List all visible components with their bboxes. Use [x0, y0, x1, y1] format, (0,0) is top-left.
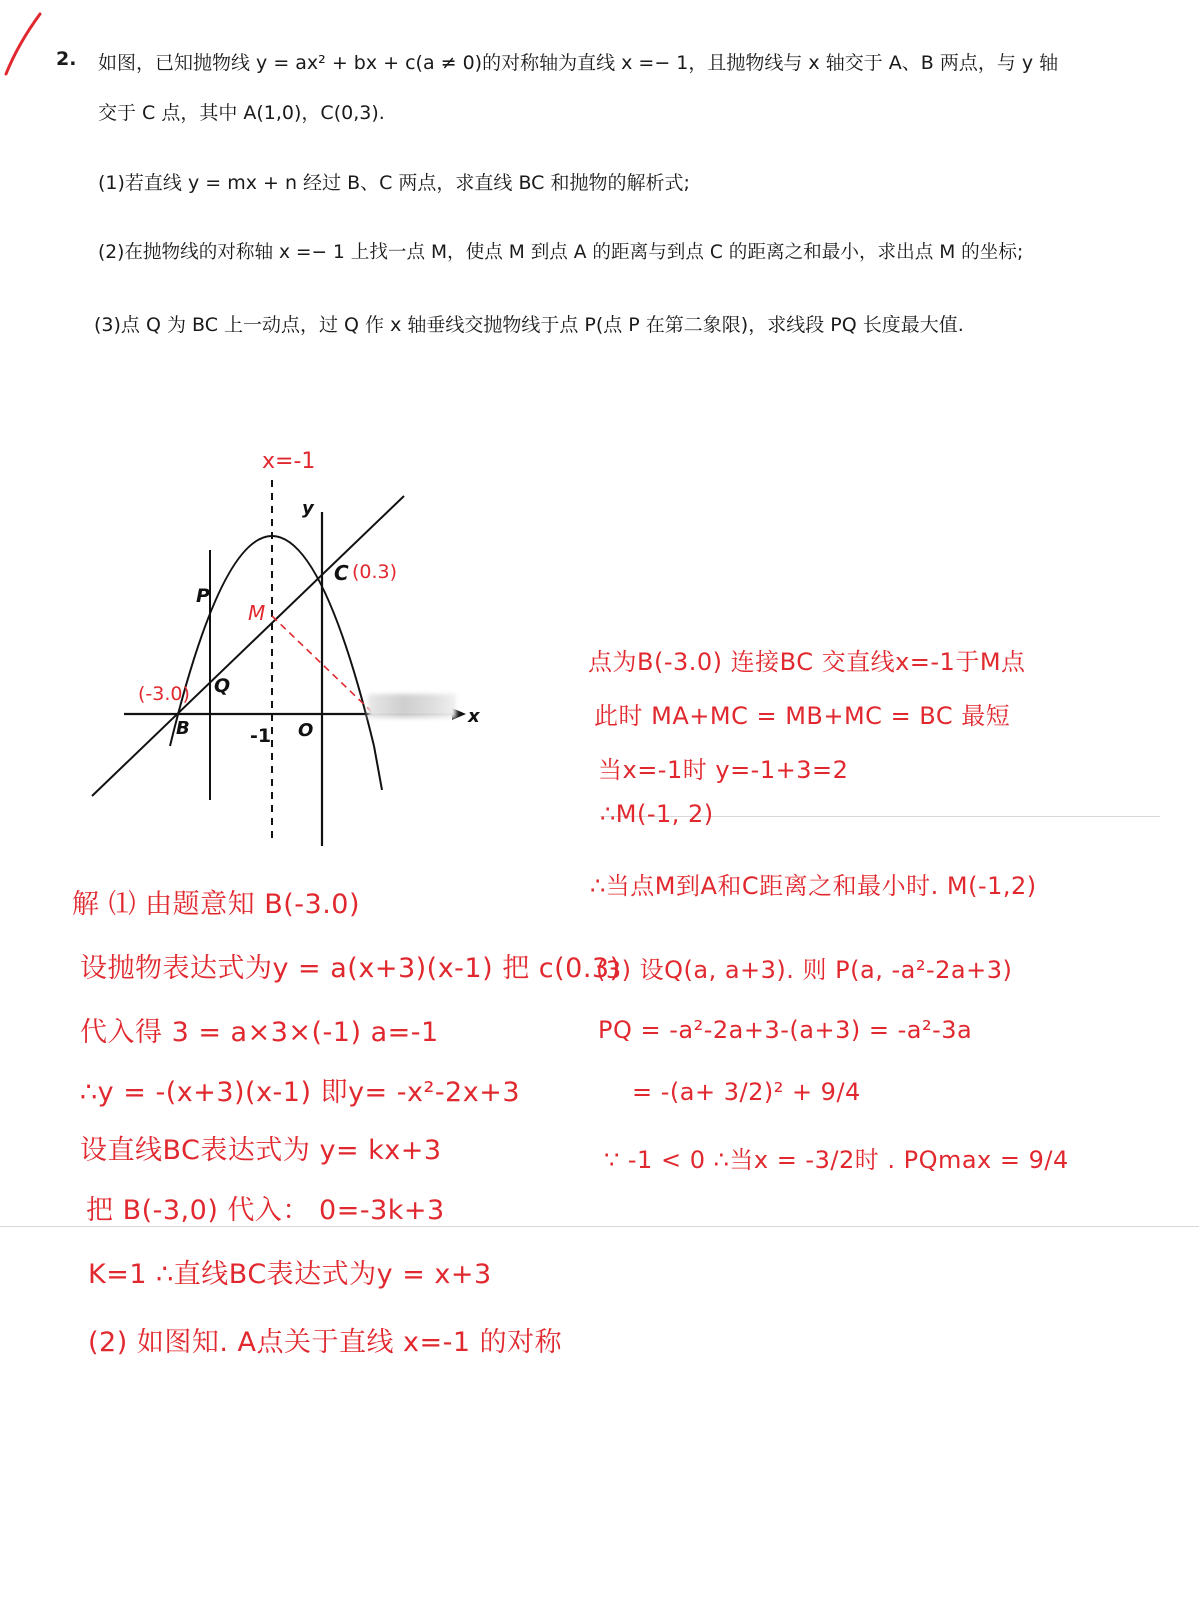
redacted-region — [368, 694, 456, 718]
solution-left-line-8: (2) 如图知. A点关于直线 x=-1 的对称 — [88, 1327, 563, 1358]
grading-check-mark — [0, 0, 60, 90]
label-point-c: C — [334, 561, 349, 585]
solution-left-line-1: 解 ⑴ 由题意知 B(-3.0) — [72, 889, 361, 920]
problem-part2: (2)在抛物线的对称轴 x =− 1 上找一点 M，使点 M 到点 A 的距离与到点 C 的距离之和最小，求出点 M 的坐标; — [98, 242, 1024, 263]
solution-right-line-3: 当x=-1时 y=-1+3=2 — [598, 756, 849, 784]
line-bc — [92, 496, 404, 796]
label-tick-minus1: -1 — [250, 725, 272, 747]
label-point-q: Q — [214, 675, 231, 697]
problem-part3: (3)点 Q 为 BC 上一动点，过 Q 作 x 轴垂线交抛物线于点 P(点 P 在第二象限)，求线段 PQ 长度最大值. — [94, 314, 964, 336]
label-origin: O — [298, 720, 314, 741]
label-point-b-coord: (-3.0) — [138, 683, 190, 705]
solution-left-line-3: 代入得 3 = a×3×(-1) a=-1 — [80, 1017, 439, 1048]
solution-right-line-5: ∴当点M到A和C距离之和最小时. M(-1,2) — [590, 872, 1037, 900]
solution-left-line-6: 把 B(-3,0) 代入： 0=-3k+3 — [86, 1195, 445, 1226]
question-number: 2. — [56, 48, 77, 70]
label-point-p: P — [196, 585, 210, 607]
label-point-m: M — [248, 601, 266, 625]
solution-right-line-1: 点为B(-3.0) 连接BC 交直线x=-1于M点 — [588, 648, 1026, 676]
solution-left-line-7: K=1 ∴直线BC表达式为y = x+3 — [88, 1259, 492, 1290]
problem-intro-line2: 交于 C 点，其中 A(1,0)，C(0,3). — [98, 102, 385, 124]
solution-right-line-2: 此时 MA+MC = MB+MC = BC 最短 — [594, 702, 1011, 730]
parabola-figure — [60, 440, 520, 860]
label-point-b: B — [176, 718, 190, 739]
problem-intro-line1: 如图，已知抛物线 y = ax² + bx + c(a ≠ 0)的对称轴为直线 x =− 1，且抛物线与 x 轴交于 A、B 两点，与 y 轴 — [98, 52, 1059, 74]
solution-left-line-2: 设抛物表达式为y = a(x+3)(x-1) 把 c(0.3) — [80, 953, 621, 984]
solution-right-line-4: ∴M(-1, 2) — [600, 800, 714, 828]
solution-left-line-4: ∴y = -(x+3)(x-1) 即y= -x²-2x+3 — [80, 1077, 521, 1108]
solution-right-line-8: = -(a+ 3/2)² + 9/4 — [632, 1078, 861, 1106]
label-axis-symmetry: x=-1 — [262, 449, 316, 474]
parabola-tail — [374, 746, 382, 790]
problem-part1: (1)若直线 y = mx + n 经过 B、C 两点，求直线 BC 和抛物的解析式; — [98, 172, 690, 194]
solution-right-line-9: ∵ -1 < 0 ∴当x = -3/2时 . PQmax = 9/4 — [604, 1146, 1069, 1174]
label-x: x — [468, 706, 480, 727]
solution-right-line-7: PQ = -a²-2a+3-(a+3) = -a²-3a — [598, 1016, 973, 1044]
solution-right-line-6: (3) 设Q(a, a+3). 则 P(a, -a²-2a+3) — [596, 956, 1013, 984]
solution-left-line-5: 设直线BC表达式为 y= kx+3 — [80, 1135, 442, 1166]
label-point-c-coord: (0.3) — [352, 561, 398, 583]
label-y: y — [302, 498, 314, 519]
